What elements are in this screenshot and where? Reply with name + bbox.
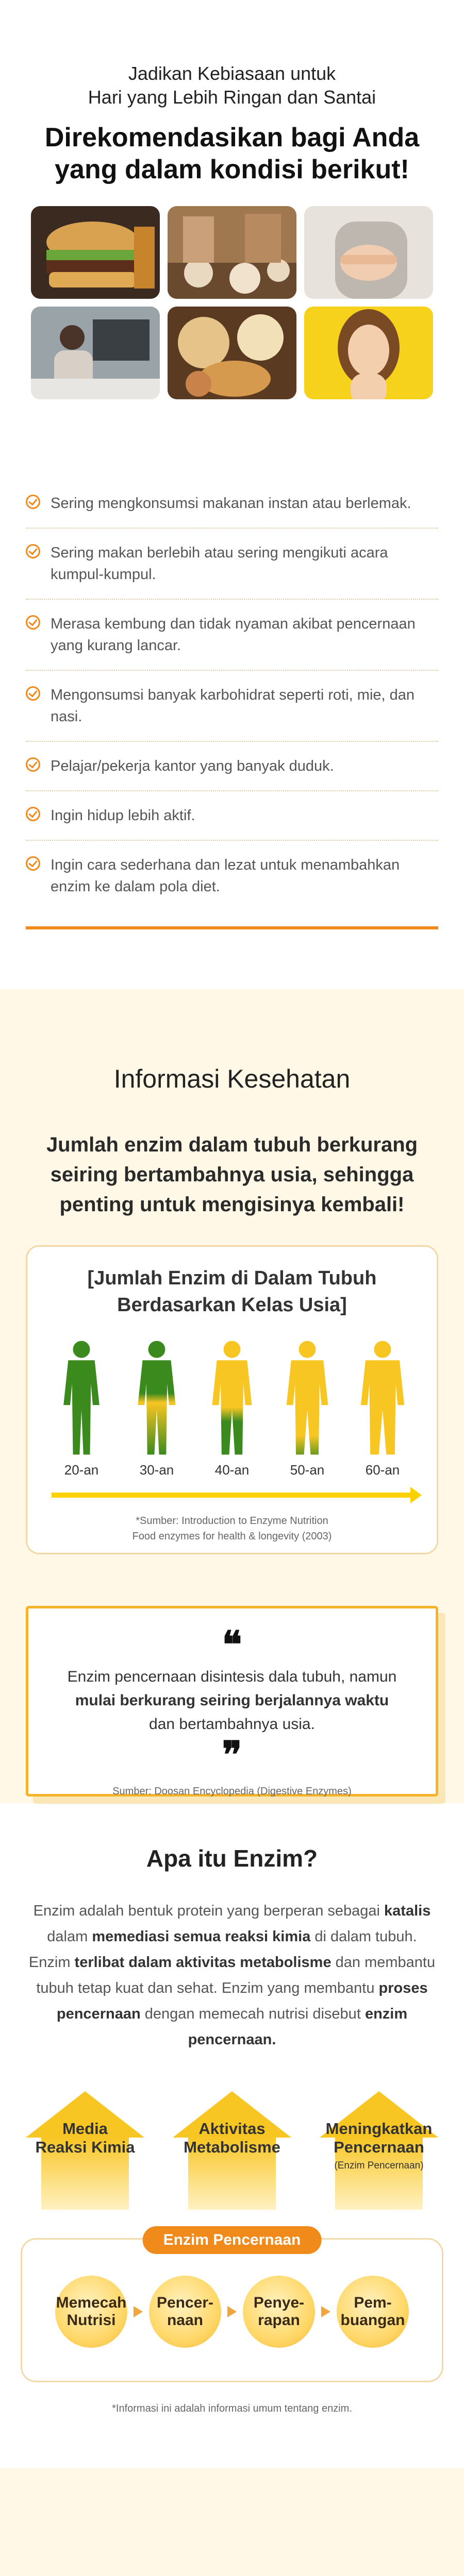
stage-label-line: Pencer-: [156, 2294, 214, 2311]
what-is-enzyme-section: [0, 1803, 464, 2468]
hero-subtitle: [0, 62, 464, 109]
stage-label-line: Penye-: [253, 2294, 305, 2311]
quote-text: [54, 1665, 410, 1736]
enzyme-by-age-title-line1: [Jumlah Enzim di Dalam Tubuh: [87, 1267, 377, 1289]
health-info-headline: Jumlah enzim dalam tubuh berkurang seiring bertambahnya usia, sehingga penting untuk mengisinya kembali!: [46, 1133, 418, 1216]
office-worker-photo: [31, 307, 160, 399]
enzyme-footnote: *Informasi ini adalah informasi umum tentang enzim.: [112, 2403, 352, 2414]
close-quote-icon: ❞: [222, 1733, 242, 1776]
health-info-section: [0, 989, 464, 1803]
check-circle-icon: [26, 544, 40, 558]
age-figure-60s: [357, 1339, 408, 1478]
enzyme-section-title: Apa itu Enzim?: [146, 1845, 318, 1872]
section-divider-bar: [26, 926, 438, 929]
age-figure-50s: [281, 1339, 333, 1478]
bread-noodle-food-photo: [168, 307, 296, 399]
checklist-item-text: Sering mengkonsumsi makanan instan atau berlemak.: [51, 495, 411, 512]
desc-bold: memediasi semua reaksi kimia: [92, 1928, 311, 1945]
desc-bold: pencernaan: [56, 2006, 141, 2022]
enzyme-by-age-card: [26, 1245, 438, 1554]
checklist-item: [26, 600, 438, 671]
burger-photo: [31, 206, 160, 299]
checklist-item: [26, 841, 438, 911]
age-label: 40-an: [214, 1462, 250, 1478]
body-figure-icon: [357, 1339, 408, 1457]
arrow-label-line: Aktivitas: [198, 2120, 266, 2138]
stage-excretion: [337, 2276, 409, 2348]
arrow-right-icon: [130, 2304, 146, 2319]
happy-woman-photo: [304, 307, 433, 399]
function-arrow-label: [173, 2120, 291, 2157]
age-label: 20-an: [64, 1462, 99, 1478]
stage-label-line: naan: [167, 2312, 204, 2329]
age-label: 60-an: [365, 1462, 400, 1478]
arrow-right-icon: [224, 2304, 240, 2319]
health-info-title: Informasi Kesehatan: [113, 1064, 351, 1093]
stage-break-down: [55, 2276, 127, 2348]
source-line: *Sumber: Introduction to Enzyme Nutrition: [136, 1515, 328, 1527]
function-arrow-chemical-reaction: [26, 2091, 144, 2210]
desc-bold: katalis: [384, 1903, 431, 1919]
checklist-item: [26, 529, 438, 600]
stage-label-line: Nutrisi: [67, 2312, 116, 2329]
check-circle-icon: [26, 757, 40, 772]
function-arrow-label: [320, 2120, 438, 2175]
desc-text: tubuh tetap kuat dan sehat. Enzim yang membantu: [36, 1980, 379, 1996]
checklist-item-text: Mengonsumsi banyak karbohidrat seperti roti, mie, dan nasi.: [51, 687, 415, 725]
digestive-enzyme-box: [21, 2231, 443, 2382]
desc-text: di dalam tubuh.: [310, 1928, 417, 1945]
arrow-right-icon: [318, 2304, 334, 2319]
age-figure-row: [56, 1339, 408, 1478]
arrow-label-line: Reaksi Kimia: [35, 2138, 135, 2156]
body-figure-icon: [56, 1339, 107, 1457]
arrow-label-line: Meningkatkan: [325, 2120, 433, 2138]
checklist-item: [26, 479, 438, 529]
age-figure-20s: [56, 1339, 107, 1478]
function-arrow-label: [26, 2120, 144, 2157]
arrow-label-line: Metabolisme: [184, 2138, 280, 2156]
enzyme-by-age-title-line2: Berdasarkan Kelas Usia]: [117, 1294, 347, 1316]
arrow-label-line: Pencernaan: [334, 2138, 424, 2156]
desc-text: Enzim adalah bentuk protein yang berperan sebagai: [33, 1903, 385, 1919]
checklist-item: [26, 791, 438, 841]
hero-headline-line1: Direkomendasikan bagi Anda: [44, 123, 420, 152]
age-label: 50-an: [290, 1462, 325, 1478]
hero-subtitle-line1: Jadikan Kebiasaan untuk: [128, 63, 336, 84]
check-circle-icon: [26, 615, 40, 630]
hero-section: [0, 0, 464, 417]
party-table-photo: [168, 206, 296, 299]
enzyme-function-arrows: [26, 2091, 438, 2210]
open-quote-icon: ❝: [222, 1622, 242, 1666]
checklist-item: [26, 742, 438, 791]
stomach-ache-photo: [304, 206, 433, 299]
check-circle-icon: [26, 495, 40, 509]
check-circle-icon: [26, 807, 40, 821]
digestive-enzyme-badge: Enzim Pencernaan: [143, 2226, 322, 2254]
desc-text: dalam: [47, 1928, 92, 1945]
quote-source: Sumber: Doosan Encyclopedia (Digestive Enzymes): [112, 1786, 352, 1797]
enzyme-chart-source: [48, 1513, 416, 1544]
enzyme-description: [21, 1898, 443, 2053]
checklist-item-text: Ingin hidup lebih aktif.: [51, 807, 195, 824]
body-figure-icon: [131, 1339, 183, 1457]
source-line: Food enzymes for health & longevity (2003): [132, 1531, 332, 1542]
check-circle-icon: [26, 686, 40, 701]
age-figure-30s: [131, 1339, 183, 1478]
enzyme-by-age-title: [48, 1265, 416, 1318]
hero-headline-line2: yang dalam kondisi berikut!: [55, 155, 409, 184]
checklist-item: [26, 671, 438, 742]
function-arrow-metabolism: [173, 2091, 291, 2210]
digestion-stage-flow: [22, 2276, 442, 2348]
checklist-item-text: Sering makan berlebih atau sering mengikuti acara kumpul-kumpul.: [51, 545, 388, 583]
desc-text: dengan memecah nutrisi disebut: [140, 2006, 365, 2022]
stage-label-line: Pem-: [354, 2294, 392, 2311]
body-figure-icon: [281, 1339, 333, 1457]
desc-text: Enzim: [28, 1954, 75, 1971]
body-figure-icon: [206, 1339, 258, 1457]
check-circle-icon: [26, 856, 40, 871]
stage-label-line: buangan: [340, 2312, 405, 2329]
stage-absorption: [243, 2276, 315, 2348]
checklist-item-text: Pelajar/pekerja kantor yang banyak duduk.: [51, 758, 334, 774]
stage-digestion: [149, 2276, 221, 2348]
enzyme-quote-card: [26, 1606, 438, 1797]
quote-line: Enzim pencernaan disintesis dala tubuh, namun: [67, 1668, 397, 1685]
checklist-item-text: Ingin cara sederhana dan lezat untuk menambahkan enzim ke dalam pola diet.: [51, 857, 400, 895]
desc-bold: enzim pencernaan.: [188, 2006, 408, 2048]
stage-label-line: rapan: [258, 2312, 300, 2329]
hero-headline: [0, 122, 464, 185]
what-is-coenzyme-section: [0, 2468, 464, 2576]
desc-bold: proses: [378, 1980, 428, 1996]
target-user-checklist: [0, 417, 464, 989]
desc-text: dan membantu: [331, 1954, 436, 1971]
age-progress-arrow: [52, 1493, 412, 1498]
hero-subtitle-line2: Hari yang Lebih Ringan dan Santai: [88, 87, 376, 108]
quote-bold-line: mulai berkurang seiring berjalannya waktu: [75, 1692, 389, 1709]
desc-bold: terlibat dalam aktivitas metabolisme: [74, 1954, 332, 1971]
arrow-label-note: (Enzim Pencernaan): [334, 2160, 424, 2171]
age-label: 30-an: [139, 1462, 174, 1478]
function-arrow-digestion: [320, 2091, 438, 2210]
stage-label-line: Memecah: [56, 2294, 127, 2311]
checklist-item-text: Merasa kembung dan tidak nyaman akibat pencernaan yang kurang lancar.: [51, 616, 416, 654]
age-figure-40s: [206, 1339, 258, 1478]
arrow-label-line: Media: [62, 2120, 108, 2138]
lifestyle-photo-grid: [31, 206, 433, 399]
quote-line: dan bertambahnya usia.: [149, 1716, 315, 1733]
